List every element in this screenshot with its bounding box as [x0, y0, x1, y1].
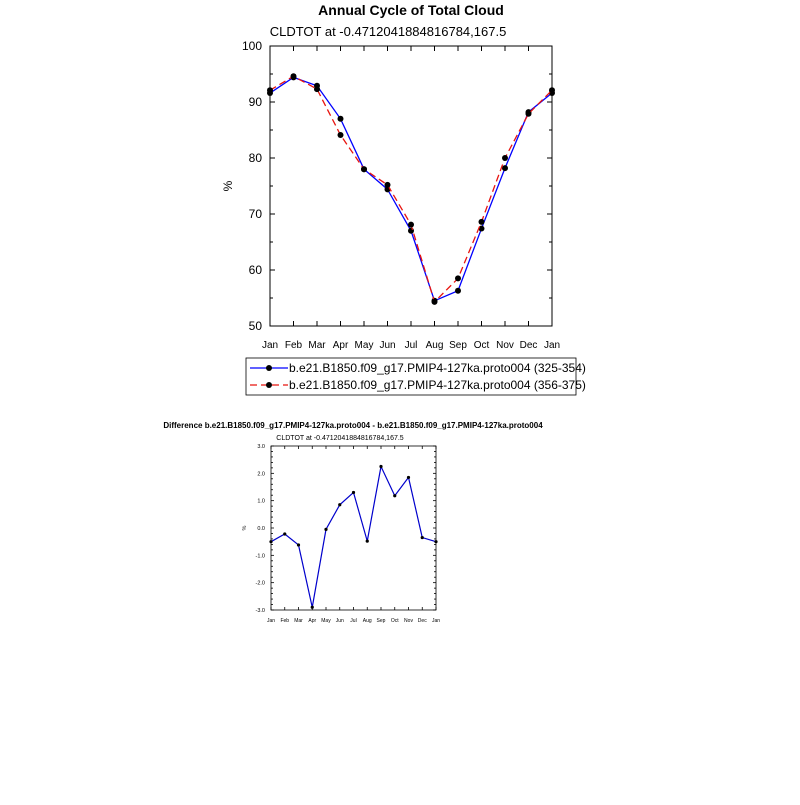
top-chart-subtitle: CLDTOT at -0.4712041884816784,167.5	[269, 24, 507, 39]
series-1-marker	[421, 536, 424, 539]
bottom-chart-subtitle: CLDTOT at -0.4712041884816784,167.5	[276, 435, 404, 442]
x-tick-label: Mar	[294, 618, 303, 624]
x-tick-label: Jun	[379, 340, 396, 351]
x-tick-label: Feb	[280, 618, 290, 624]
legend-marker-2	[266, 382, 272, 388]
series-2-marker	[267, 87, 273, 93]
y-tick-label: 0.0	[257, 525, 265, 532]
bottom-chart-title: Difference b.e21.B1850.f09_g17.PMIP4-127ka.proto004 - b.e21.B1850.f09_g17.PMIP4-127ka.proto004	[163, 421, 543, 430]
x-tick-label: Aug	[362, 618, 372, 624]
y-tick-label: 90	[248, 95, 262, 110]
series-1-marker	[455, 288, 461, 294]
series-2-marker	[455, 275, 461, 281]
series-2-marker	[338, 132, 344, 138]
x-tick-label: Aug	[425, 340, 444, 351]
legend-marker-1	[266, 365, 272, 371]
series-1-line	[271, 467, 436, 608]
legend-label-2: b.e21.B1850.f09_g17.PMIP4-127ka.proto004 (356-375)	[289, 378, 586, 392]
series-2-marker	[361, 166, 367, 172]
y-tick-label: -1.0	[255, 553, 265, 560]
y-tick-label: -2.0	[255, 580, 265, 587]
series-2-marker	[291, 73, 297, 79]
plot-frame	[270, 46, 552, 326]
bottom-difference-chart	[242, 444, 440, 624]
x-tick-label: Apr	[308, 618, 317, 624]
x-tick-label: Nov	[496, 340, 514, 351]
legend	[246, 358, 586, 395]
series-1-marker	[338, 116, 344, 122]
y-tick-label: 80	[248, 151, 262, 166]
x-tick-label: Mar	[308, 340, 326, 351]
x-tick-label: Jan	[431, 618, 441, 624]
series-2-marker	[432, 299, 438, 305]
x-tick-label: Jul	[404, 340, 418, 351]
y-tick-label: 70	[248, 207, 262, 222]
y-tick-label: 50	[248, 319, 262, 334]
series-2-marker	[408, 222, 414, 228]
series-1-marker	[297, 543, 300, 546]
y-tick-label: -3.0	[255, 607, 265, 614]
x-tick-label: Sep	[449, 340, 467, 351]
x-tick-label: Apr	[332, 340, 349, 351]
series-2-marker	[314, 86, 320, 92]
series-2-marker	[549, 87, 555, 93]
x-tick-label: Jul	[350, 618, 357, 624]
x-tick-label: Nov	[404, 618, 413, 624]
y-tick-label: 100	[241, 39, 262, 54]
x-tick-label: Oct	[473, 340, 490, 351]
series-1-marker	[269, 540, 272, 543]
x-tick-label: Jan	[261, 340, 279, 351]
series-1-marker	[352, 491, 355, 494]
series-2-marker	[526, 111, 532, 117]
x-tick-label: Jan	[266, 618, 276, 624]
series-1-marker	[407, 476, 410, 479]
series-2-line	[270, 76, 552, 302]
series-1-marker	[434, 540, 437, 543]
x-tick-label: Oct	[390, 618, 399, 624]
x-tick-label: Sep	[376, 618, 386, 624]
series-1-marker	[379, 465, 382, 468]
series-1-marker	[311, 606, 314, 609]
series-1-marker	[283, 532, 286, 535]
series-2-marker	[479, 219, 485, 225]
y-tick-label: 3.0	[257, 443, 265, 450]
series-2-marker	[502, 155, 508, 161]
x-tick-label: May	[354, 340, 374, 351]
x-tick-label: Jan	[543, 340, 561, 351]
top-line-chart	[221, 39, 560, 351]
y-axis-label: %	[242, 525, 248, 531]
series-1-marker	[324, 528, 327, 531]
y-tick-label: 2.0	[257, 471, 265, 478]
plot-frame	[271, 446, 436, 610]
y-tick-label: 1.0	[257, 498, 265, 505]
y-tick-label: 60	[248, 263, 262, 278]
legend-label-1: b.e21.B1850.f09_g17.PMIP4-127ka.proto004 (325-354)	[289, 361, 586, 375]
series-1-marker	[393, 494, 396, 497]
series-1-marker	[502, 165, 508, 171]
series-2-marker	[385, 182, 391, 188]
series-1-marker	[366, 540, 369, 543]
x-tick-label: Feb	[284, 340, 303, 351]
series-1-marker	[408, 228, 414, 234]
x-tick-label: May	[321, 618, 331, 624]
x-tick-label: Dec	[519, 340, 538, 351]
x-tick-label: Dec	[417, 618, 427, 624]
y-axis-label: %	[221, 180, 235, 192]
x-tick-label: Jun	[335, 618, 344, 624]
series-1-marker	[338, 503, 341, 506]
series-1-line	[270, 77, 552, 300]
figure-title: Annual Cycle of Total Cloud	[318, 2, 504, 18]
